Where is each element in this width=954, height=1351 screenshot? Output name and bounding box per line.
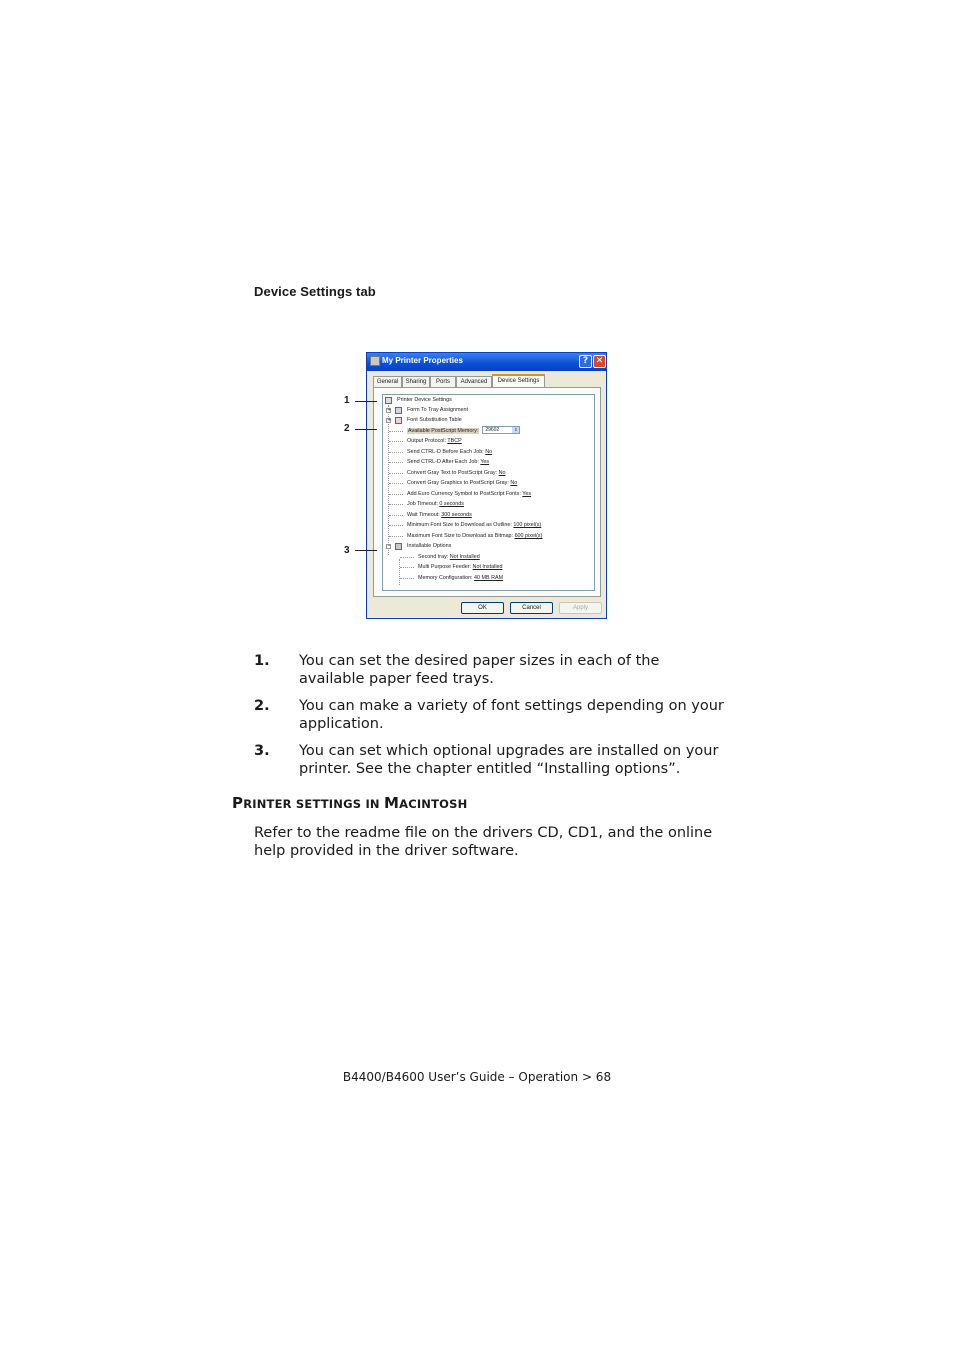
tree-ctrl-d-before[interactable]: [407, 447, 492, 457]
wait-timeout-value[interactable]: 300 seconds: [441, 512, 472, 518]
mpf-label: Multi Purpose Feeder:: [418, 564, 472, 570]
ps-memory-spinner[interactable]: [482, 426, 520, 434]
tree-line: [389, 462, 403, 463]
list-number: 3.: [254, 743, 270, 759]
callout-line-1: [355, 401, 377, 402]
expand-icon[interactable]: +: [387, 407, 392, 413]
tree-form-to-tray[interactable]: Form To Tray Assignment: [407, 407, 469, 413]
heading-part: ACINTOSH: [399, 797, 468, 811]
tree-line: [389, 525, 403, 526]
output-protocol-value[interactable]: TBCP: [447, 438, 462, 444]
tree-euro[interactable]: [407, 489, 531, 499]
tree-line: [389, 504, 403, 505]
printer-settings-icon: [385, 397, 392, 404]
tree-line: [389, 441, 403, 442]
max-font-value[interactable]: 600 pixel(s): [514, 533, 543, 539]
tree-line: [387, 405, 392, 555]
ctrl-d-before-label: Send CTRL-D Before Each Job:: [407, 449, 484, 455]
tray-icon: [395, 407, 402, 414]
section-heading: [232, 794, 467, 812]
callout-line-2: [355, 429, 377, 430]
second-tray-value[interactable]: Not Installed: [449, 554, 480, 560]
tree-line: [400, 567, 414, 568]
tab-advanced[interactable]: Advanced: [456, 376, 492, 387]
tree-line: [389, 452, 403, 453]
tree-line: [399, 559, 400, 585]
body-paragraph: Refer to the readme file on the drivers CD, CD1, and the online help provided in the driver software.: [254, 825, 713, 859]
list-text: You can set the desired paper sizes in each of the available paper feed trays.: [299, 653, 660, 687]
expand-icon[interactable]: +: [387, 417, 392, 423]
list-text: You can make a variety of font settings depending on your application.: [299, 698, 724, 732]
euro-value[interactable]: Yes: [522, 491, 532, 497]
mpf-value[interactable]: Not Installed: [472, 564, 503, 570]
collapse-icon[interactable]: −: [387, 543, 392, 549]
settings-tree[interactable]: [382, 394, 595, 591]
printer-icon: [370, 356, 380, 366]
callout-1: 1: [344, 395, 350, 406]
output-protocol-label: Output Protocol:: [407, 438, 446, 444]
callout-line-3: [355, 550, 377, 551]
wait-timeout-label: Wait Timeout:: [407, 512, 440, 518]
ctrl-d-after-label: Send CTRL-D After Each Job:: [407, 459, 479, 465]
tree-line: [400, 578, 414, 579]
max-font-label: Maximum Font Size to Download as Bitmap:: [407, 533, 514, 539]
dialog-title: My Printer Properties: [382, 356, 463, 365]
gray-text-value[interactable]: No: [498, 470, 506, 476]
euro-label: Add Euro Currency Symbol to PostScript Fonts:: [407, 491, 521, 497]
second-tray-label: Second tray:: [418, 554, 449, 560]
tree-ctrl-d-after[interactable]: [407, 457, 489, 467]
help-button[interactable]: ?: [579, 355, 592, 368]
tree-root[interactable]: Printer Device Settings: [397, 397, 452, 403]
options-icon: [395, 543, 402, 550]
ps-memory-label: Available PostScript Memory:: [408, 428, 479, 434]
heading-part: M: [383, 794, 400, 812]
apply-button[interactable]: Apply: [559, 602, 602, 614]
tree-line: [389, 483, 403, 484]
tree-memory[interactable]: [418, 573, 503, 583]
list-text: You can set which optional upgrades are installed on your printer. See the chapter entitled “Installing options”.: [299, 743, 719, 777]
list-number: 1.: [254, 653, 270, 669]
list-number: 2.: [254, 698, 270, 714]
min-font-label: Minimum Font Size to Download as Outline:: [407, 522, 512, 528]
tab-panel: [373, 387, 601, 597]
gray-text-label: Convert Gray Text to PostScript Gray:: [407, 470, 498, 476]
tree-job-timeout[interactable]: [407, 499, 464, 509]
tree-line: [389, 515, 403, 516]
heading-part: P: [232, 794, 244, 812]
tab-device-settings[interactable]: Device Settings: [492, 374, 545, 388]
spin-arrows-icon[interactable]: ⇕: [514, 426, 518, 432]
close-button[interactable]: ✕: [593, 355, 606, 368]
tree-wait-timeout[interactable]: [407, 510, 472, 520]
dialog-titlebar: [367, 353, 606, 371]
tree-line: [400, 557, 414, 558]
gray-graphics-label: Convert Gray Graphics to PostScript Gray:: [407, 480, 509, 486]
ctrl-d-before-value[interactable]: No: [485, 449, 493, 455]
tree-max-font[interactable]: [407, 531, 542, 541]
font-icon: [395, 417, 402, 424]
callout-2: 2: [344, 423, 350, 434]
figure-caption: Device Settings tab: [254, 284, 376, 299]
ctrl-d-after-value[interactable]: Yes: [480, 459, 490, 465]
heading-part: RINTER SETTINGS IN: [243, 797, 384, 811]
tree-line: [389, 431, 403, 432]
cancel-button[interactable]: Cancel: [510, 602, 553, 614]
gray-graphics-value[interactable]: No: [510, 480, 518, 486]
job-timeout-label: Job Timeout:: [407, 501, 438, 507]
tab-sharing[interactable]: Sharing: [402, 376, 430, 387]
tree-ps-memory[interactable]: [407, 426, 520, 436]
tree-line: [389, 536, 403, 537]
tree-font-substitution[interactable]: Font Substitution Table: [407, 417, 462, 423]
callout-3: 3: [344, 545, 350, 556]
tree-line: [389, 473, 403, 474]
tree-second-tray[interactable]: [418, 552, 480, 562]
tree-gray-graphics[interactable]: [407, 478, 517, 488]
tab-ports[interactable]: Ports: [430, 376, 456, 387]
memory-label: Memory Configuration:: [418, 575, 473, 581]
printer-properties-dialog: [366, 352, 607, 619]
tab-general[interactable]: General: [373, 376, 402, 387]
tree-installable-options[interactable]: Installable Options: [407, 543, 452, 549]
tree-min-font[interactable]: [407, 520, 541, 530]
memory-value[interactable]: 40 MB RAM: [474, 575, 504, 581]
job-timeout-value[interactable]: 0 seconds: [439, 501, 464, 507]
ok-button[interactable]: OK: [461, 602, 504, 614]
page-footer: B4400/B4600 User’s Guide – Operation > 68: [342, 1070, 612, 1084]
tree-line: [389, 494, 403, 495]
min-font-value[interactable]: 100 pixel(s): [513, 522, 542, 528]
tree-output-protocol[interactable]: [407, 436, 462, 446]
tree-mpf[interactable]: [418, 562, 503, 572]
ps-memory-value: 29602: [485, 426, 500, 433]
tree-gray-text[interactable]: [407, 468, 505, 478]
